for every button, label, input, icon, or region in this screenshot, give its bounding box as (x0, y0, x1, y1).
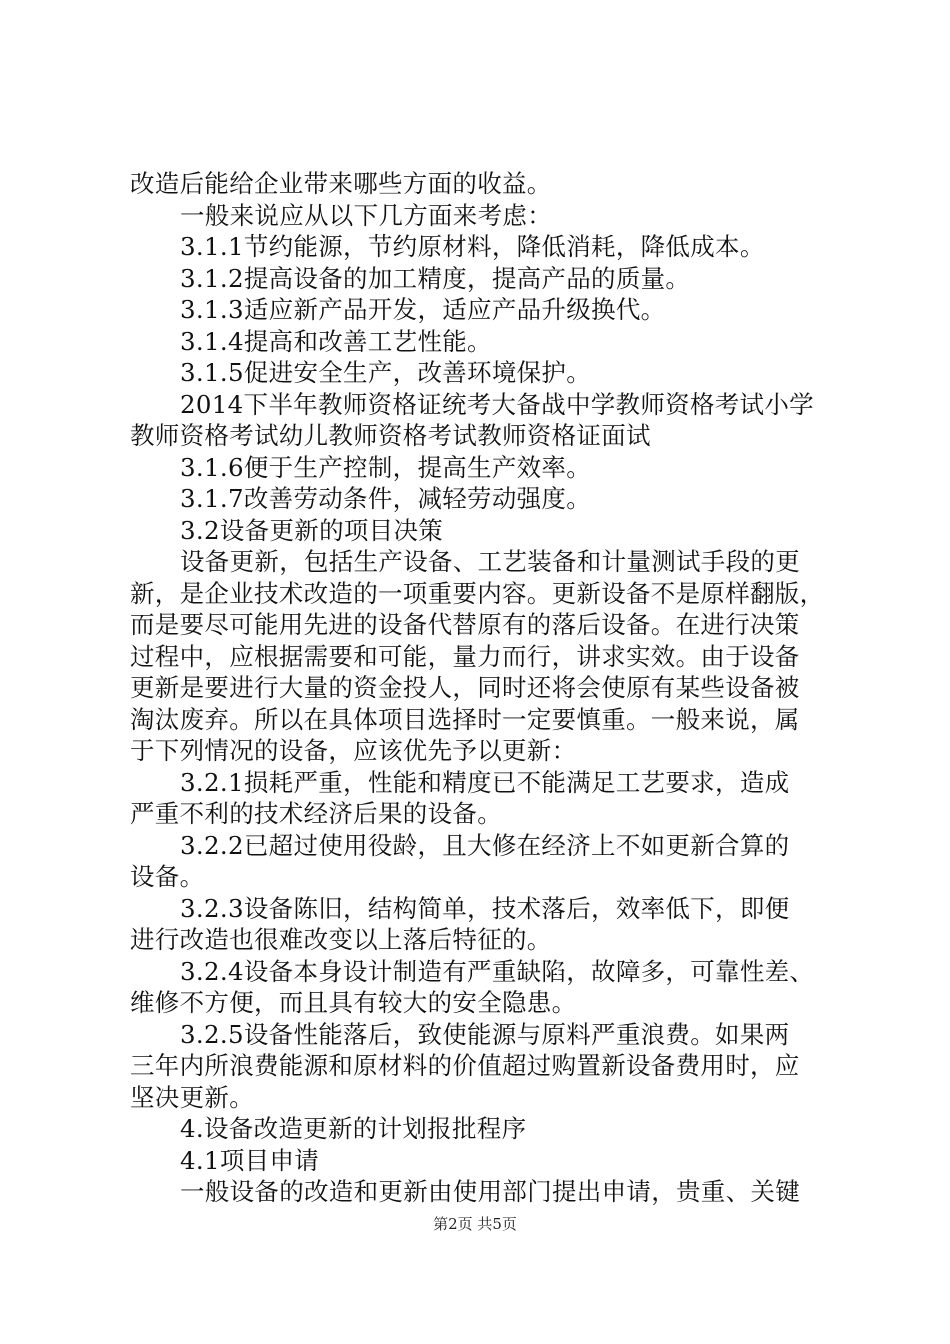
text-line: 教师资格考试幼儿教师资格考试教师资格证面试 (130, 421, 651, 450)
text-line: 淘汰废弃。所以在具体项目选择时一定要慎重。一般来说，属 (130, 704, 800, 734)
text-line: 设备。 (130, 862, 205, 891)
text-line: 3.2.5设备性能落后，致使能源与原料严重浪费。如果两 (180, 1019, 790, 1049)
page-footer: 第2页 共5页 (433, 1215, 517, 1233)
text-line: 4.1项目申请 (180, 1145, 320, 1175)
text-line: 3.1.4提高和改善工艺性能。 (180, 326, 492, 356)
text-line: 三年内所浪费能源和原材料的价值超过购置新设备费用时，应 (130, 1051, 800, 1080)
text-line: 3.1.2提高设备的加工精度，提高产品的质量。 (180, 263, 691, 293)
text-line: 坚决更新。 (130, 1082, 254, 1112)
text-line: 严重不利的技术经济后果的设备。 (130, 799, 502, 828)
text-line: 3.2.2已超过使用役龄，且大修在经济上不如更新合算的 (180, 830, 790, 860)
text-line: 3.2.1损耗严重，性能和精度已不能满足工艺要求，造成 (180, 767, 790, 797)
text-line: 设备更新，包括生产设备、工艺装备和计量测试手段的更 (180, 547, 800, 576)
text-line: 3.1.7改善劳动条件，减轻劳动强度。 (180, 484, 592, 513)
text-line: 3.1.1节约能源，节约原材料，降低消耗，降低成本。 (180, 232, 765, 261)
document-body (130, 168, 835, 1208)
text-line: 新，是企业技术改造的一项重要内容。更新设备不是原样翻版， (130, 578, 825, 608)
text-line: 更新是要进行大量的资金投人，同时还将会使原有某些设备被 (130, 673, 800, 702)
text-line: 3.1.3适应新产品开发，适应产品升级换代。 (180, 295, 666, 324)
text-line: 一般设备的改造和更新由使用部门提出申请，贵重、关键 (180, 1177, 800, 1206)
text-line: 4.设备改造更新的计划报批程序 (180, 1114, 527, 1143)
text-line: 3.1.6便于生产控制，提高生产效率。 (180, 452, 592, 482)
text-line: 3.2.4设备本身设计制造有严重缺陷，故障多，可靠性差、 (180, 956, 815, 986)
text-line: 3.1.5促进安全生产，改善环境保护。 (180, 358, 592, 387)
text-line: 维修不方便，而且具有较大的安全隐患。 (130, 988, 577, 1017)
text-line: 于下列情况的设备，应该优先予以更新： (130, 736, 577, 765)
text-line: 3.2.3设备陈旧，结构简单，技术落后，效率低下，即便 (180, 893, 790, 923)
text-line: 过程中，应根据需要和可能，量力而行，讲求实效。由于设备 (130, 641, 800, 671)
text-line: 改造后能给企业带来哪些方面的收益。 (130, 169, 552, 198)
text-line: 3.2设备更新的项目决策 (180, 515, 444, 545)
text-line: 而是要尽可能用先进的设备代替原有的落后设备。在进行决策 (130, 610, 800, 639)
text-line: 一般来说应从以下几方面来考虑： (180, 200, 552, 230)
text-line: 2014下半年教师资格证统考大备战中学教师资格考试小学 (180, 389, 814, 419)
text-line: 进行改造也很难改变以上落后特征的。 (130, 925, 552, 954)
